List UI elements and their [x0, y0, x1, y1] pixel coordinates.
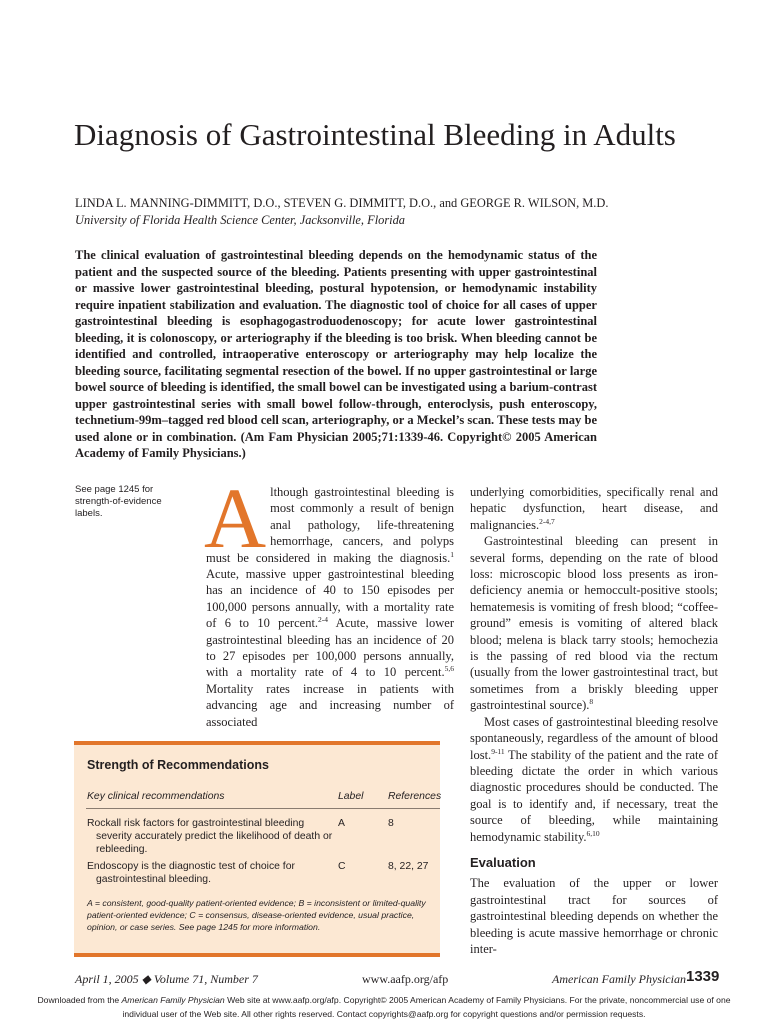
intro-text-1: lthough gastrointestinal bleeding is most commonly a result of benign anal pathology, life-threatening hemorrhage, cancers, and polyps must be considered in making the diagnosis. [206, 485, 454, 565]
citation: 6,10 [586, 828, 600, 838]
intro-text-4: Mortality rates increase in patients with advancing age and increasing number of associated [206, 681, 454, 729]
sor-col-recommendation: Key clinical recommendations [87, 791, 225, 802]
journal-name: American Family Physician [552, 972, 686, 986]
citation: 8 [589, 697, 594, 707]
presentation-text: Gastrointestinal bleeding can present in several forms, depending on the rate of blood loss: microscopic blood loss presents as iron-deficiency anemia or hemoccult-positive stools; hematemesis is vomiting of fresh blood; “coffee-ground” emesis is vomiting of altered black blood; melena is black tarry stools; hemochezia is the passing of red blood via the rectum (usually from the lower gastrointestinal tract, but sometimes from a briskly bleeding upper gastrointestinal source). [470, 534, 718, 713]
citation: 9-11 [491, 746, 505, 756]
drop-cap: A [204, 470, 267, 566]
body-column-right [470, 484, 718, 957]
sor-title: Strength of Recommendations [87, 758, 269, 772]
strength-of-recommendations-box [74, 741, 440, 957]
evidence-label-note: See page 1245 for strength-of-evidence labels. [75, 484, 162, 519]
intro-paragraph [204, 470, 454, 730]
resolution-text-2: The stability of the patient and the rate of bleeding dictate the order in which various diagnostic procedures should be conducted. The goal is to identify and, if necessary, treat the source of bleeding, while maintaining hemodynamic stability. [470, 747, 718, 844]
citation: 2-4,7 [539, 516, 555, 526]
intro-text-3: Acute, massive lower gastrointestinal bleeding has an incidence of 20 to 27 episodes per 100,000 persons annually, with a mortality rate of 4 to 10 percent. [206, 616, 454, 680]
resolution-text-1: Most cases of gastrointestinal bleeding resolve spontaneously, regardless of the amount of blood lost. [470, 714, 718, 762]
citation: 2-4 [318, 615, 329, 625]
affiliation: University of Florida Health Science Center, Jacksonville, Florida [75, 213, 405, 227]
sor-row-label: C [338, 861, 346, 872]
download-journal: American Family Physician [121, 995, 225, 1005]
intro-text-5: underlying comorbidities, specifically renal and hepatic dysfunction, heart disease, and malignancies. [470, 485, 718, 532]
download-notice [30, 993, 738, 1021]
citation: 1 [450, 549, 454, 559]
page-number: 1339 [686, 968, 720, 985]
sor-row-references: 8, 22, 27 [388, 861, 429, 872]
sor-col-references: References [388, 791, 442, 802]
evaluation-paragraph: The evaluation of the upper or lower gastrointestinal tract for sources of gastrointestinal bleeding depends on whether the bleeding is acute massive hemorrhage or chronic inter- [470, 876, 718, 956]
sor-row-recommendation: Rockall risk factors for gastrointestinal bleeding severity accurately predict the likelihood of death or rebleeding. [87, 818, 333, 855]
issue-date: April 1, 2005 ◆ Volume 71, Number 7 [75, 972, 258, 986]
section-heading-evaluation: Evaluation [470, 854, 536, 870]
intro-text-2: Acute, massive upper gastrointestinal bleeding has an incidence of 40 to 150 episodes per 100,000 persons annually, with a mortality rate of 6 to 10 percent. [206, 567, 454, 631]
download-text-2: Web site at www.aafp.org/afp. Copyright© 2005 American Academy of Family Physicians. For the private, noncommercial use of one individual user of the Web site. All other rights reserved. Contact copyrights@aafp.org for copyright questions and/or permission requests. [122, 995, 731, 1019]
abstract: The clinical evaluation of gastrointestinal bleeding depends on the hemodynamic status of the patient and the suspected source of the bleeding. Patients presenting with upper gastrointestinal or massive lower gastrointestinal bleeding, postural hypotension, or hemodynamic instability require inpatient stabilization and evaluation. The diagnostic tool of choice for all cases of upper gastrointestinal bleeding is esophagogastroduodenoscopy; for acute lower gastrointestinal bleeding, it is colonoscopy, or arteriography if the bleeding is too brisk. When bleeding cannot be identified and controlled, intraoperative enteroscopy or arteriography may help localize the bleeding source, facilitating segmental resection of the bowel. If no upper gastrointestinal or large bowel source of bleeding is identified, the small bowel can be investigated using a barium-contrast upper gastrointestinal series with small bowel follow-through, enteroclysis, push enteroscopy, technetium-99m–tagged red blood cell scan, arteriography, or a Meckel’s scan. These tests may be used alone or in combination. (Am Fam Physician 2005;71:1339-46. Copyright© 2005 American Academy of Family Physicians.) [75, 248, 597, 460]
presentation-paragraph [470, 533, 718, 713]
sor-row-references: 8 [388, 818, 394, 829]
download-text-1: Downloaded from the [37, 995, 122, 1005]
sor-footnote: A = consistent, good-quality patient-oriented evidence; B = inconsistent or limited-quality patient-oriented evidence; C = consensus, disease-oriented evidence, usual practice, opinion, or case series. See page 1245 for more information. [87, 898, 426, 932]
journal-url: www.aafp.org/afp [362, 972, 449, 986]
sor-col-label: Label [338, 791, 364, 802]
article-title: Diagnosis of Gastrointestinal Bleeding in Adults [74, 117, 676, 152]
citation: 5,6 [444, 664, 454, 674]
sor-row-recommendation: Endoscopy is the diagnostic test of choice for gastrointestinal bleeding. [87, 861, 295, 885]
author-list: LINDA L. MANNING-DIMMITT, D.O., STEVEN G. DIMMITT, D.O., and GEORGE R. WILSON, M.D. [75, 196, 609, 210]
sor-row-label: A [338, 818, 345, 829]
sor-divider [86, 808, 440, 809]
intro-paragraph-continued [470, 484, 718, 533]
body-column-left [204, 470, 454, 730]
resolution-paragraph [470, 714, 718, 845]
